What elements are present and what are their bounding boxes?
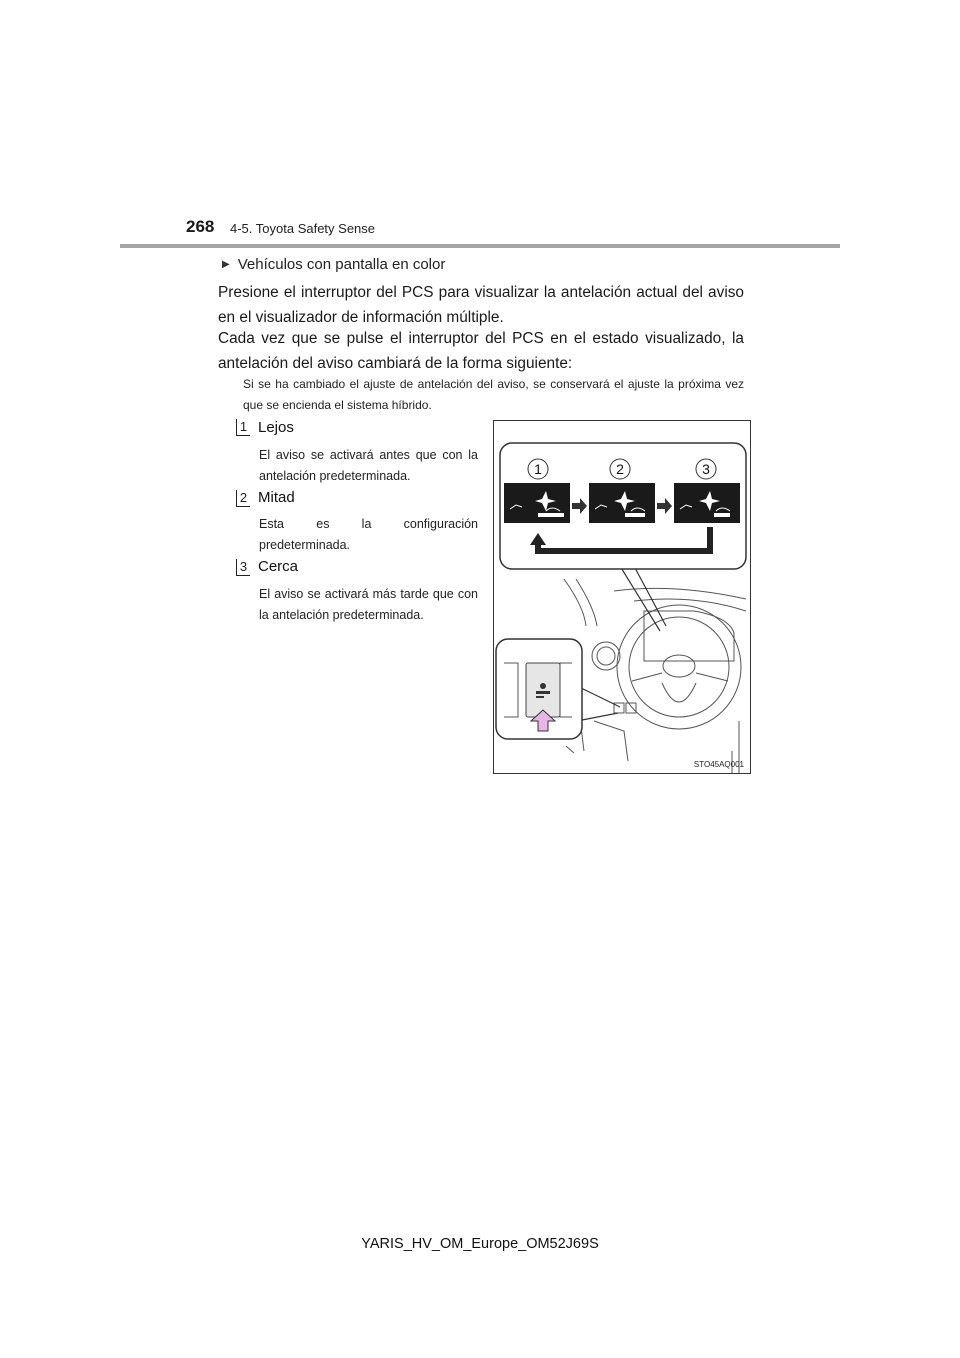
item-description-1: El aviso se activará antes que con la antelación predeterminada. bbox=[259, 448, 478, 483]
bullet-heading bbox=[222, 256, 445, 273]
item-number-3: 3 bbox=[236, 559, 250, 576]
section-title: 4-5. Toyota Safety Sense bbox=[230, 221, 376, 236]
item-number-2: 2 bbox=[236, 490, 250, 507]
paragraph-2: Cada vez que se pulse el interruptor del PCS en el estado visualizado, la antelación del aviso cambiará de la forma siguiente: bbox=[218, 330, 744, 372]
dashboard-drawing bbox=[564, 579, 746, 773]
item-description-3: El aviso se activará más tarde que con la antelación predeterminada. bbox=[259, 587, 478, 622]
item-description-2: Esta es la configuración predeterminada. bbox=[259, 517, 478, 552]
item-title-3: Cerca bbox=[258, 558, 299, 575]
header-rule bbox=[120, 244, 840, 248]
item-title-1: Lejos bbox=[258, 419, 294, 436]
display-panel-2 bbox=[589, 483, 655, 523]
figure-code: STO45AQ001 bbox=[693, 760, 744, 769]
bullet-text: Vehículos con pantalla en color bbox=[237, 256, 446, 273]
page-number: 268 bbox=[186, 217, 215, 236]
pcs-illustration bbox=[493, 420, 751, 774]
paragraph-1: Presione el interruptor del PCS para visualizar la antelación actual del aviso en el visualizador de información múltiple. bbox=[218, 284, 744, 326]
bullet-triangle-icon: ▶ bbox=[222, 259, 230, 270]
callout-number-1: 1 bbox=[534, 461, 542, 477]
callout-number-3: 3 bbox=[702, 461, 710, 477]
item-title-2: Mitad bbox=[258, 489, 295, 506]
callout-number-2: 2 bbox=[616, 461, 624, 477]
footer-doc-id: YARIS_HV_OM_Europe_OM52J69S bbox=[361, 1236, 599, 1252]
display-panel-3 bbox=[674, 483, 740, 523]
note: Si se ha cambiado el ajuste de antelación del aviso, se conservará el ajuste la próxima vez que se encienda el sistema híbrido. bbox=[243, 377, 744, 412]
display-panel-1 bbox=[504, 483, 570, 523]
item-number-1: 1 bbox=[236, 419, 250, 436]
